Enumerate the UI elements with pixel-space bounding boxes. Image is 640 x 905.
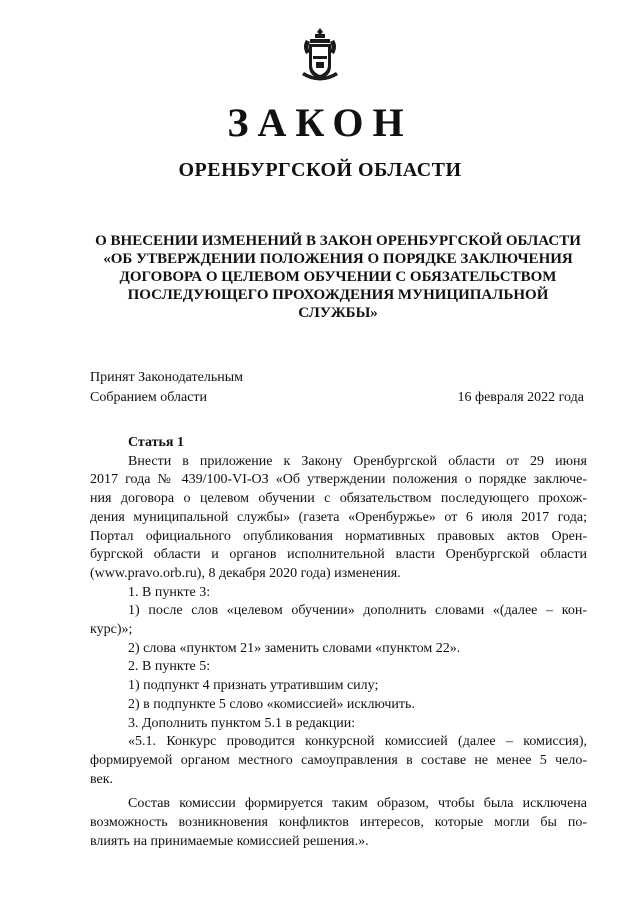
coat-of-arms-icon — [300, 26, 340, 84]
article-line: Внести в приложение к Закону Оренбургской области от 29 июня — [128, 453, 587, 469]
document-title: ЗАКОН — [227, 100, 413, 145]
article-line: «5.1. Конкурс проводится конкурсной комиссией (далее – комиссия), — [128, 734, 587, 750]
law-name-line: СЛУЖБЫ» — [298, 305, 378, 321]
region-title: ОРЕНБУРГСКОЙ ОБЛАСТИ — [178, 159, 462, 181]
article-line: бургской области и органов исполнительной власти Оренбургской области — [90, 547, 587, 563]
article-line: 3. Дополнить пунктом 5.1 в редакции: — [128, 715, 356, 731]
article-line: Состав комиссии формируется таким образом, чтобы была исключена — [128, 796, 587, 812]
article-line: 1. В пункте 3: — [128, 584, 211, 600]
article-line: ния договора о целевом обучении с обязательством последующего прохож- — [90, 491, 587, 507]
article-line: курс)»; — [90, 622, 133, 638]
article-line: Портал официального опубликования нормативных правовых актов Орен- — [90, 528, 587, 544]
article-line: влиять на принимаемые комиссией решения.». — [90, 833, 369, 849]
adoption-body — [90, 368, 243, 408]
article-line: возможность возникновения конфликтов интересов, которые могли бы по- — [90, 815, 587, 831]
article-line: 2) в подпункте 5 слово «комиссией» исключить. — [128, 696, 415, 712]
article-line: 2) слова «пунктом 21» заменить словами «пунктом 22». — [128, 640, 461, 656]
law-name-line: «ОБ УТВЕРЖДЕНИИ ПОЛОЖЕНИЯ О ПОРЯДКЕ ЗАКЛЮЧЕНИЯ — [103, 251, 573, 267]
adoption-line: Принят Законодательным — [90, 370, 243, 385]
article-heading: Статья 1 — [128, 435, 184, 450]
law-name-line: ПОСЛЕДУЮЩЕГО ПРОХОЖДЕНИЯ МУНИЦИПАЛЬНОЙ — [127, 287, 549, 303]
article-line: 1) подпункт 4 признать утратившим силу; — [128, 678, 379, 694]
article-line: 2017 года № 439/100-VI-ОЗ «Об утверждении положения о порядке заключе- — [90, 472, 587, 488]
article-line: формируемой органом местного самоуправления в составе не менее 5 чело- — [90, 752, 587, 768]
law-name — [85, 232, 591, 322]
adoption-date: 16 февраля 2022 года — [457, 390, 584, 405]
law-name-line: О ВНЕСЕНИИ ИЗМЕНЕНИЙ В ЗАКОН ОРЕНБУРГСКОЙ ОБЛАСТИ — [95, 233, 581, 249]
article-line: 2. В пункте 5: — [128, 659, 211, 675]
article-line: век. — [90, 771, 114, 787]
adoption-line: Собранием области — [90, 390, 208, 405]
law-name-line: ДОГОВОРА О ЦЕЛЕВОМ ОБУЧЕНИИ С ОБЯЗАТЕЛЬСТВОМ — [119, 269, 557, 285]
article-1 — [90, 434, 587, 851]
article-line: дения муниципальной службы» (газета «Оренбуржье» от 6 июля 2017 года; — [90, 509, 587, 525]
article-line: (www.pravo.orb.ru), 8 декабря 2020 года) изменения. — [90, 565, 401, 581]
article-line: 1) после слов «целевом обучении» дополнить словами «(далее – кон- — [128, 603, 587, 619]
